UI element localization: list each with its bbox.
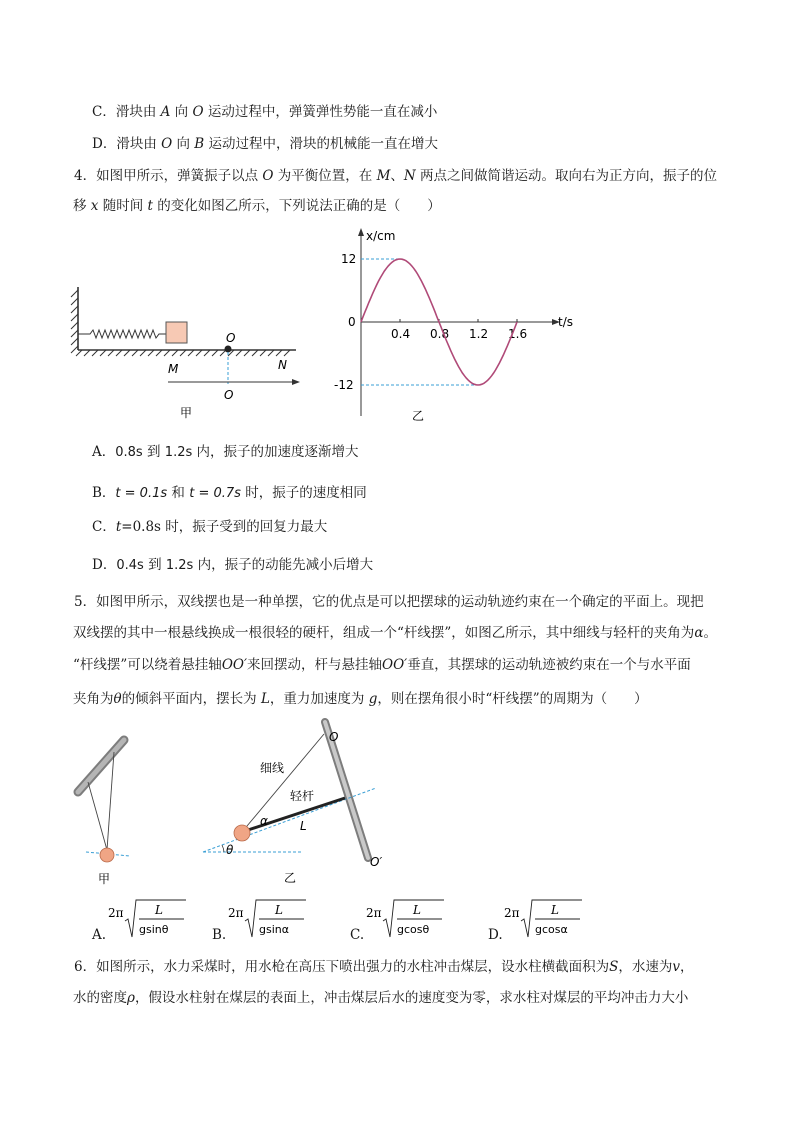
pendulum-ball xyxy=(234,825,250,841)
q4-option-d: D．0.4s 到 1.2s 内，振子的动能先减小后增大 xyxy=(92,557,374,573)
period-formula xyxy=(228,897,308,941)
q4-option-a: A．0.8s 到 1.2s 内，振子的加速度逐渐增大 xyxy=(92,444,359,460)
q5-option-c[interactable] xyxy=(350,897,460,945)
formula-denominator: gsinθ xyxy=(139,923,169,936)
q5-figure-jia xyxy=(66,730,146,890)
formula-denominator: gcosθ xyxy=(397,923,430,936)
x-tick-label: 1.6 xyxy=(508,327,528,341)
q4-option-c: C．t=0.8s 时，振子受到的回复力最大 xyxy=(92,519,328,535)
equilibrium-dot xyxy=(225,346,232,353)
label-o-prime: O′ xyxy=(370,855,383,869)
formula-coefficient: 2π xyxy=(504,906,520,920)
y-tick-label: 0 xyxy=(348,315,356,329)
period-formula xyxy=(504,897,584,941)
q4-stem-line1: 4．如图甲所示，弹簧振子以点 O 为平衡位置，在 M、N 两点之间做简谐运动。取向右为正方向，振子的位 xyxy=(74,168,717,184)
label-string: 细线 xyxy=(260,761,285,775)
label-alpha: α xyxy=(260,814,268,828)
label-o: O xyxy=(329,730,339,744)
caption-jia: 甲 xyxy=(180,406,193,420)
x-tick-label: 0.4 xyxy=(391,327,411,341)
caption-yi: 乙 xyxy=(284,871,297,885)
label-m: M xyxy=(168,362,179,376)
q5-stem-line3: “杆线摆”可以绕着悬挂轴OO′来回摆动，杆与悬挂轴OO′垂直，其摆球的运动轨迹被约束在一个与水平面 xyxy=(73,657,691,673)
q5-stem-line2: 双线摆的其中一根悬线换成一根很轻的硬杆，组成一个“杆线摆”，如图乙所示，其中细线与轻杆的夹角为α。 xyxy=(73,625,717,641)
formula-coefficient: 2π xyxy=(366,906,382,920)
formula-denominator: gsinα xyxy=(259,923,289,936)
option-label: A. xyxy=(92,927,107,943)
option-label: B. xyxy=(212,927,227,943)
caption-jia: 甲 xyxy=(98,872,111,886)
q4-stem-line2: 移 x 随时间 t 的变化如图乙所示，下列说法正确的是（ ） xyxy=(73,198,441,214)
q4-figure-jia xyxy=(68,282,308,422)
period-formula xyxy=(366,897,446,941)
y-tick-label: 12 xyxy=(341,252,357,266)
q3-option-c: C．滑块由 A 向 O 运动过程中，弹簧弹性势能一直在减小 xyxy=(92,104,438,120)
x-tick-label: 0.8 xyxy=(430,327,450,341)
formula-numerator: L xyxy=(551,903,559,917)
formula-denominator: gcosα xyxy=(535,923,568,936)
label-rod: 轻杆 xyxy=(290,789,315,803)
oscillator-block xyxy=(166,322,187,343)
y-tick-label: -12 xyxy=(334,378,354,392)
q4-option-b: B．t = 0.1s 和 t = 0.7s 时，振子的速度相同 xyxy=(92,485,367,501)
formula-numerator: L xyxy=(413,903,421,917)
q5-figure-yi xyxy=(198,716,388,886)
option-label: C. xyxy=(350,927,365,943)
label-l: L xyxy=(300,819,307,833)
q5-option-d[interactable] xyxy=(488,897,598,945)
q5-option-a[interactable] xyxy=(92,897,202,945)
q6-stem-line1: 6．如图所示，水力采煤时，用水枪在高压下喷出强力的水柱冲击煤层，设水柱横截面积为S，水速为v， xyxy=(74,959,694,975)
y-axis-label: x/cm xyxy=(366,229,396,243)
x-axis-label: t/s xyxy=(558,315,573,329)
pendulum-ball xyxy=(100,848,114,862)
option-label: D. xyxy=(488,927,503,943)
formula-numerator: L xyxy=(275,903,283,917)
caption-yi: 乙 xyxy=(412,409,425,423)
label-n: N xyxy=(278,358,287,372)
label-o-top: O xyxy=(226,331,236,345)
label-o-axis: O xyxy=(224,388,234,402)
x-tick-label: 1.2 xyxy=(469,327,489,341)
q6-stem-line2: 水的密度ρ，假设水柱射在煤层的表面上，冲击煤层后水的速度变为零，求水柱对煤层的平均冲击力大小 xyxy=(73,990,689,1006)
q4-figure-yi-chart xyxy=(336,226,576,426)
q5-option-b[interactable] xyxy=(212,897,322,945)
q5-stem-line1: 5．如图甲所示，双线摆也是一种单摆，它的优点是可以把摆球的运动轨迹约束在一个确定的平面上。现把 xyxy=(74,594,704,610)
period-formula xyxy=(108,897,188,941)
formula-coefficient: 2π xyxy=(228,906,244,920)
spring xyxy=(78,330,166,338)
formula-coefficient: 2π xyxy=(108,906,124,920)
formula-numerator: L xyxy=(155,903,163,917)
q3-option-d: D．滑块由 O 向 B 运动过程中，滑块的机械能一直在增大 xyxy=(92,136,439,152)
label-theta: θ xyxy=(226,843,234,857)
q5-stem-line4: 夹角为θ的倾斜平面内，摆长为 L，重力加速度为 g，则在摆角很小时“杆线摆”的周期为（ ） xyxy=(73,691,648,707)
